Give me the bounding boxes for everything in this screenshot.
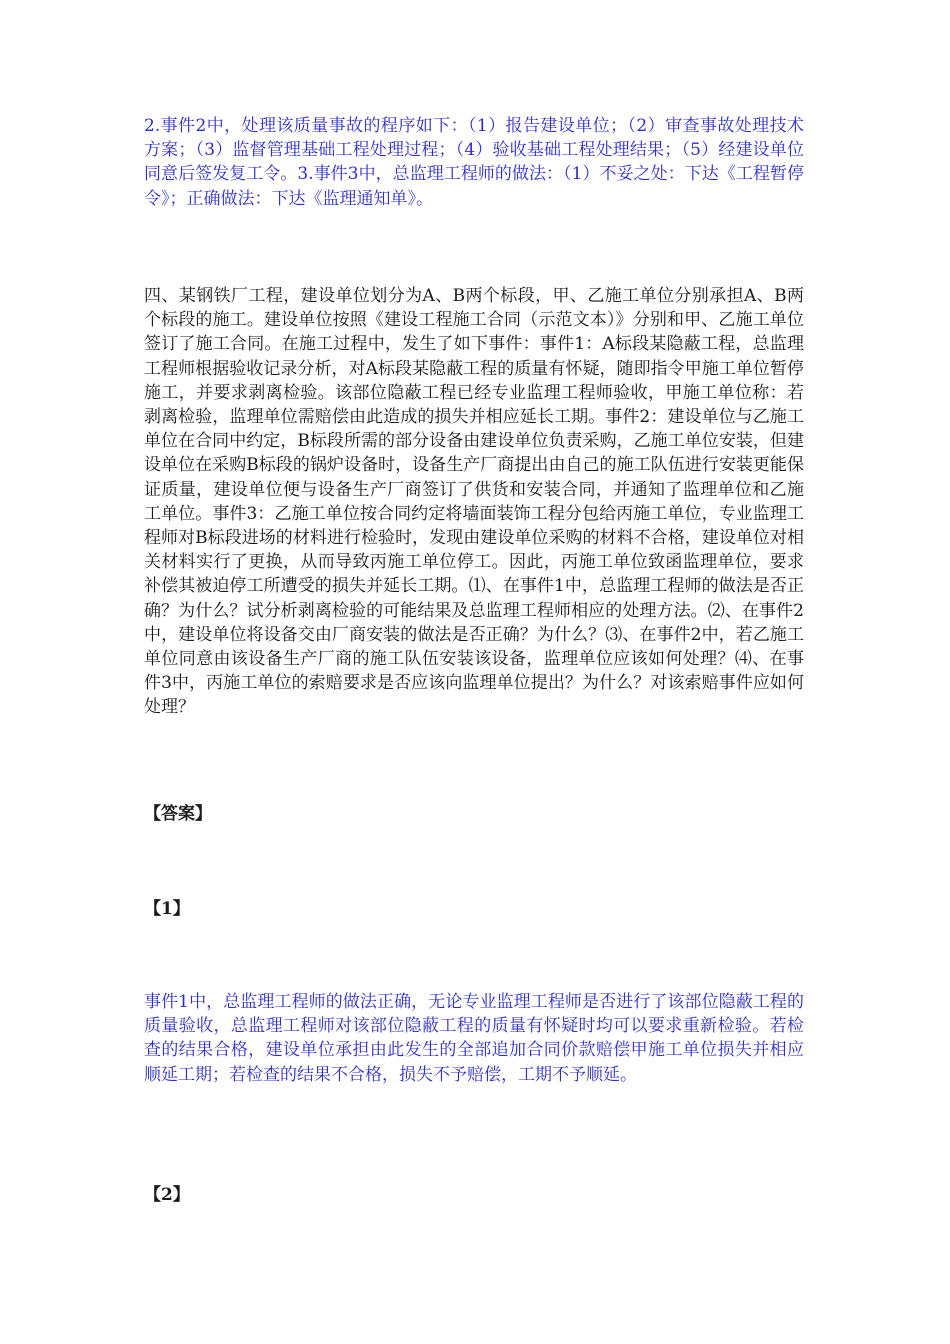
sub-answer-1-heading: 【1】 [144, 899, 190, 919]
sub-answer-1-paragraph: 事件1中，总监理工程师的做法正确，无论专业监理工程师是否进行了该部位隐蔽工程的质量验收，总监理工程师对该部位隐蔽工程的质量有怀疑时均可以要求重新检验。若检查的结果合格，建设单位承担由此发生的全部追加合同价款赔偿甲施工单位损失并相应顺延工期；若检查的结果不合格，损失不予赔偿，工期不予顺延。 [144, 992, 804, 1085]
sub-answer-2-heading: 【2】 [144, 1185, 190, 1205]
question-four-paragraph: 四、某钢铁厂工程，建设单位划分为A、B两个标段，甲、乙施工单位分别承担A、B两个标段的施工。建设单位按照《建设工程施工合同（示范文本）》分别和甲、乙施工单位签订了施工合同。在施工过程中，发生了如下事件：事件1：A标段某隐蔽工程，总监理工程师根据验收记录分析，对A标段某隐蔽工程的质量有怀疑，随即指令甲施工单位暂停施工，并要求剥离检验。该部位隐蔽工程已经专业监理工程师验收，甲施工单位称：若剥离检验，监理单位需赔偿由此造成的损失并相应延长工期。事件2：建设单位与乙施工单位在合同中约定，B标段所需的部分设备由建设单位负责采购，乙施工单位安装，但建设单位在采购B标段的锅炉设备时，设备生产厂商提出由自己的施工队伍进行安装更能保证质量，建设单位便与设备生产厂商签订了供货和安装合同，并通知了监理单位和乙施工单位。事件3：乙施工单位按合同约定将墙面装饰工程分包给丙施工单位，专业监理工程师对B标段进场的材料进行检验时，发现由建设单位采购的材料不合格，建设单位对相关材料实行了更换，从而导致丙施工单位停工。因此，丙施工单位致函监理单位，要求补偿其被迫停工所遭受的损失并延长工期。⑴、在事件1中，总监理工程师的做法是否正确？为什么？试分析剥离检验的可能结果及总监理工程师相应的处理方法。⑵、在事件2中，建设单位将设备交由厂商安装的做法是否正确？为什么？⑶、在事件2中，若乙施工单位同意由该设备生产厂商的施工队伍安装该设备，监理单位应该如何处理？⑷、在事件3中，丙施工单位的索赔要求是否应该向监理单位提出？为什么？对该索赔事件应如何处理？ [144, 286, 804, 718]
previous-answer-paragraph: 2.事件2中，处理该质量事故的程序如下：（1）报告建设单位；（2）审查事故处理技术方案；（3）监督管理基础工程处理过程；（4）验收基础工程处理结果；（5）经建设单位同意后签发复工令。3.事件3中，总监理工程师的做法：（1）不妥之处：下达《工程暂停令》；正确做法：下达《监理通知单》。 [144, 116, 804, 209]
answer-heading: 【答案】 [144, 804, 212, 824]
